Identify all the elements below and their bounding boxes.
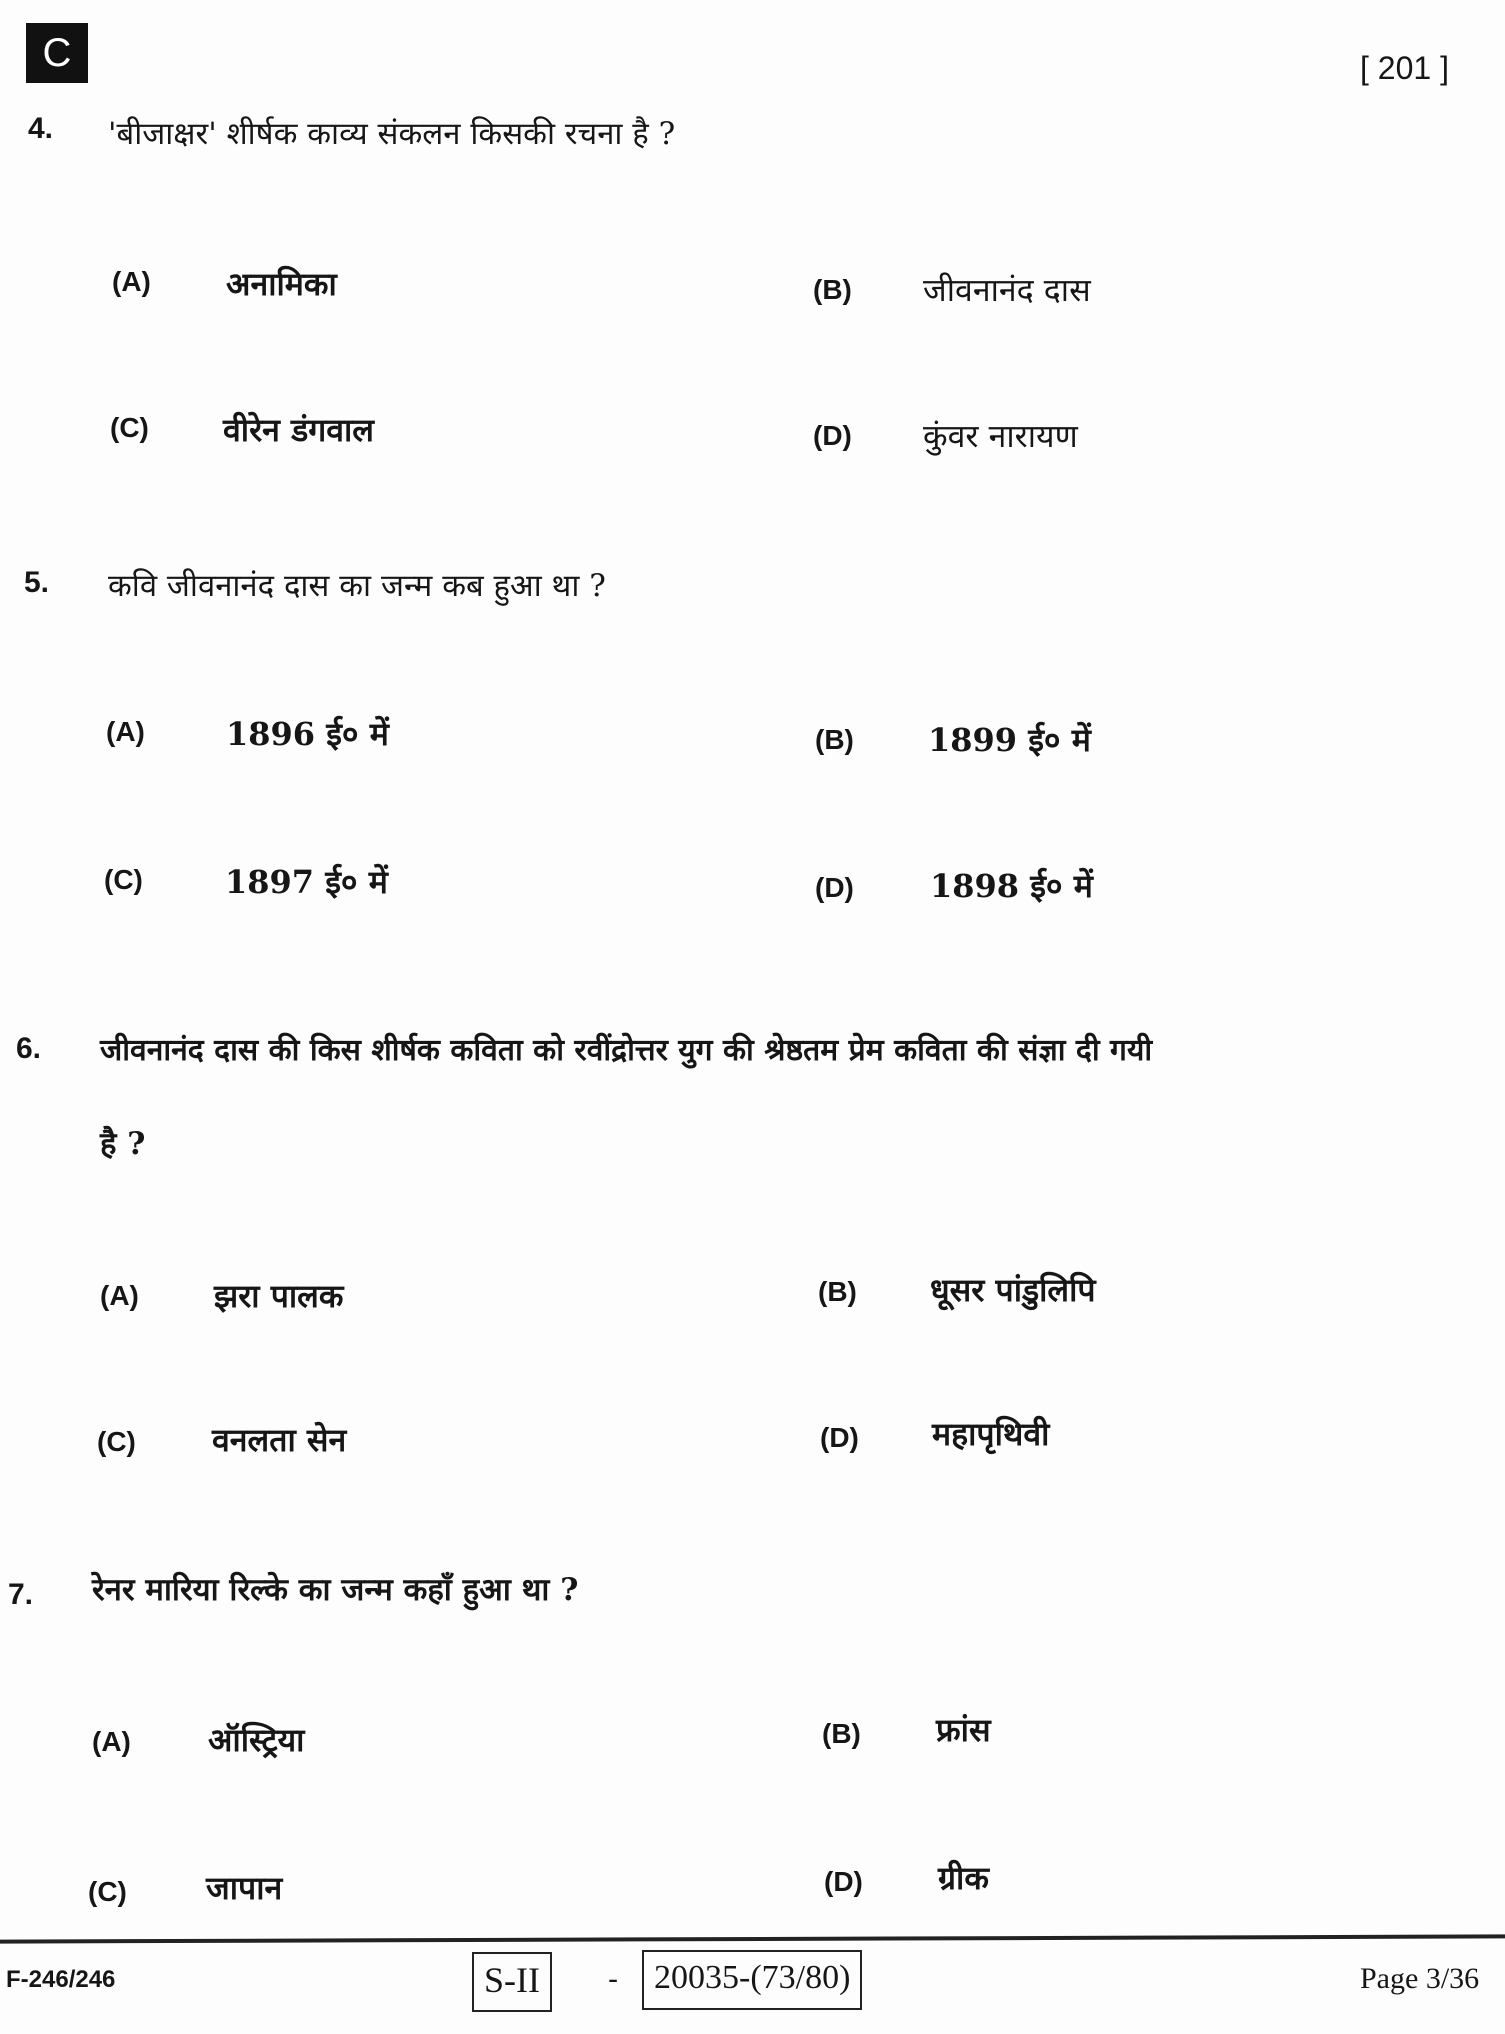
option-text: ग्रीक [938, 1859, 989, 1897]
paper-code: F-246/246 [6, 1966, 116, 1993]
option-text: जीवनानंद दास [923, 271, 1091, 309]
option-text: 1897 ई० में [225, 863, 388, 901]
question-text-continued: है ? [100, 1126, 146, 1162]
page-code: [ 201 ] [1360, 50, 1449, 86]
series-box: S-II [472, 1952, 552, 2012]
option-label: (C) [110, 412, 149, 443]
option-label: (B) [822, 1718, 861, 1749]
option-label: (D) [813, 420, 852, 451]
option-text: फ्रांस [936, 1711, 991, 1749]
option-text: 1899 ई० में [928, 721, 1091, 759]
question-text: 'बीजाक्षर' शीर्षक काव्य संकलन किसकी रचना है ? [108, 116, 676, 152]
question-text: कवि जीवनानंद दास का जन्म कब हुआ था ? [108, 568, 606, 604]
option-text: जापान [206, 1869, 283, 1907]
option-text: ऑस्ट्रिया [208, 1721, 305, 1759]
question-number: 4. [28, 112, 54, 145]
option-label: (A) [106, 716, 145, 747]
option-text: वनलता सेन [212, 1421, 347, 1459]
option-label: (C) [104, 864, 143, 895]
option-label: (A) [92, 1726, 131, 1757]
option-text: धूसर पांडुलिपि [930, 1271, 1096, 1309]
page-number: Page 3/36 [1360, 1962, 1480, 1995]
question-number: 5. [24, 566, 50, 599]
set-badge: C [26, 23, 88, 83]
booklet-code-box: 20035-(73/80) [642, 1950, 862, 2010]
option-label: (D) [824, 1866, 863, 1897]
option-text: 1896 ई० में [226, 715, 389, 753]
option-label: (D) [820, 1422, 859, 1453]
question-number: 7. [8, 1578, 34, 1611]
option-text: झरा पालक [214, 1277, 344, 1315]
option-label: (D) [815, 872, 854, 903]
option-label: (C) [88, 1876, 127, 1907]
option-text: महापृथिवी [932, 1415, 1050, 1453]
footer-dash: - [608, 1962, 619, 1997]
option-label: (C) [97, 1426, 136, 1457]
question-text: जीवनानंद दास की किस शीर्षक कविता को रवींद्रोत्तर युग की श्रेष्ठतम प्रेम कविता की संज्ञा दी गयी [100, 1033, 1153, 1068]
option-label: (B) [813, 274, 852, 305]
option-label: (B) [818, 1276, 857, 1307]
option-text: वीरेन डंगवाल [223, 411, 374, 449]
question-text: रेनर मारिया रिल्के का जन्म कहाँ हुआ था ? [92, 1572, 579, 1608]
option-label: (A) [100, 1280, 139, 1311]
footer-rule [0, 1934, 1505, 1943]
question-number: 6. [16, 1032, 42, 1065]
option-label: (B) [815, 724, 854, 755]
option-text: कुंवर नारायण [923, 417, 1078, 455]
option-text: अनामिका [226, 265, 337, 303]
option-text: 1898 ई० में [930, 867, 1093, 905]
option-label: (A) [112, 266, 151, 297]
